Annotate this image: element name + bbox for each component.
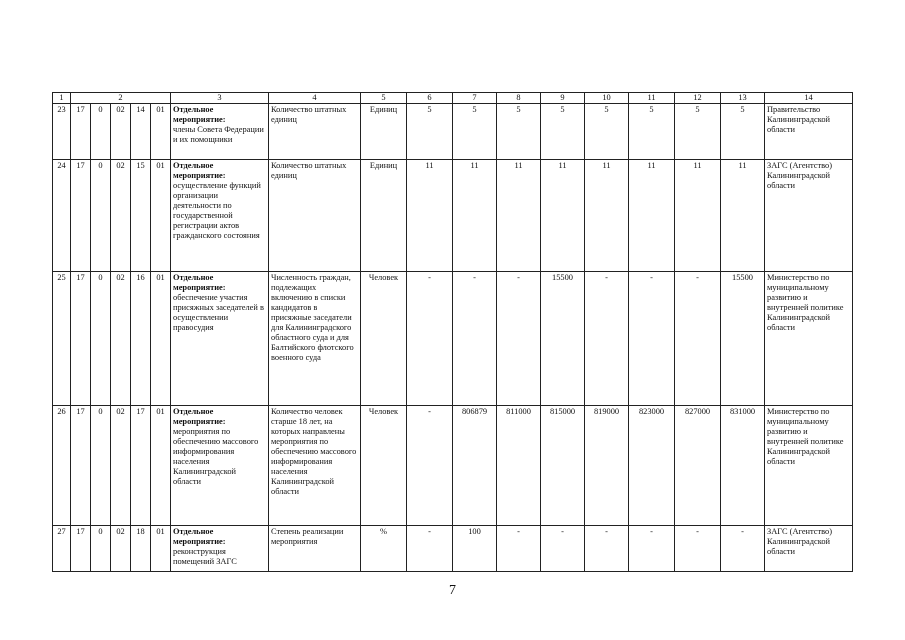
header-cell: 8: [497, 93, 541, 104]
code-cell: 02: [111, 526, 131, 572]
indicator-cell: Количество человек старше 18 лет, на которых направлены мероприятия по обеспечению массового информирования населения Калининградской области: [269, 406, 361, 526]
header-cell: 10: [585, 93, 629, 104]
code-cell: 16: [131, 272, 151, 406]
row-number-cell: 24: [53, 160, 71, 272]
responsible-cell: Правительство Калининградской области: [765, 104, 853, 160]
value-cell: 5: [453, 104, 497, 160]
header-cell: 1: [53, 93, 71, 104]
value-cell: 11: [721, 160, 765, 272]
event-cell: [171, 160, 269, 272]
code-cell: 01: [151, 104, 171, 160]
value-cell: 11: [629, 160, 675, 272]
program-indicators-table: [52, 92, 853, 572]
code-cell: 14: [131, 104, 151, 160]
code-cell: 15: [131, 160, 151, 272]
value-cell: -: [629, 526, 675, 572]
event-cell: [171, 104, 269, 160]
row-number-cell: 27: [53, 526, 71, 572]
event-cell: [171, 406, 269, 526]
value-cell: 806879: [453, 406, 497, 526]
indicator-cell: Количество штатных единиц: [269, 104, 361, 160]
value-cell: 15500: [541, 272, 585, 406]
value-cell: 100: [453, 526, 497, 572]
row-number-cell: 26: [53, 406, 71, 526]
value-cell: -: [453, 272, 497, 406]
header-cell: 12: [675, 93, 721, 104]
responsible-cell: ЗАГС (Агентство) Калининградской области: [765, 526, 853, 572]
header-cell: 5: [361, 93, 407, 104]
value-cell: 815000: [541, 406, 585, 526]
code-cell: 0: [91, 160, 111, 272]
responsible-cell: ЗАГС (Агентство) Калининградской области: [765, 160, 853, 272]
header-cell: 14: [765, 93, 853, 104]
value-cell: 5: [721, 104, 765, 160]
code-cell: 17: [71, 272, 91, 406]
value-cell: -: [721, 526, 765, 572]
table-row: [53, 104, 853, 160]
value-cell: -: [407, 526, 453, 572]
value-cell: -: [629, 272, 675, 406]
event-description: обеспечение участия присяжных заседателей в осуществлении правосудия: [173, 293, 264, 332]
code-cell: 01: [151, 272, 171, 406]
code-cell: 17: [71, 526, 91, 572]
header-cell: 11: [629, 93, 675, 104]
code-cell: 0: [91, 104, 111, 160]
value-cell: -: [407, 272, 453, 406]
value-cell: 5: [629, 104, 675, 160]
value-cell: -: [675, 272, 721, 406]
unit-cell: Единиц: [361, 104, 407, 160]
value-cell: 11: [497, 160, 541, 272]
header-cell: 13: [721, 93, 765, 104]
code-cell: 17: [131, 406, 151, 526]
unit-cell: Единиц: [361, 160, 407, 272]
event-cell: [171, 272, 269, 406]
value-cell: 811000: [497, 406, 541, 526]
header-cell: 9: [541, 93, 585, 104]
value-cell: 11: [541, 160, 585, 272]
value-cell: 819000: [585, 406, 629, 526]
responsible-cell: Министерство по муниципальному развитию и внутренней политике Калининградской области: [765, 272, 853, 406]
event-title: Отдельное мероприятие:: [173, 407, 226, 426]
event-description: реконструкция помещений ЗАГС: [173, 547, 237, 566]
event-title: Отдельное мероприятие:: [173, 161, 226, 180]
responsible-cell: Министерство по муниципальному развитию и внутренней политике Калининградской области: [765, 406, 853, 526]
value-cell: 11: [407, 160, 453, 272]
code-cell: 0: [91, 526, 111, 572]
value-cell: -: [407, 406, 453, 526]
table-row: [53, 406, 853, 526]
header-cell: 3: [171, 93, 269, 104]
value-cell: -: [497, 272, 541, 406]
event-title: Отдельное мероприятие:: [173, 527, 226, 546]
code-cell: 17: [71, 160, 91, 272]
code-cell: 02: [111, 272, 131, 406]
unit-cell: %: [361, 526, 407, 572]
code-cell: 02: [111, 104, 131, 160]
event-description: мероприятия по обеспечению массового информирования населения Калининградской области: [173, 427, 259, 486]
value-cell: -: [585, 526, 629, 572]
value-cell: 15500: [721, 272, 765, 406]
value-cell: 11: [675, 160, 721, 272]
unit-cell: Человек: [361, 406, 407, 526]
value-cell: 5: [675, 104, 721, 160]
event-cell: [171, 526, 269, 572]
code-cell: 0: [91, 272, 111, 406]
row-number-cell: 25: [53, 272, 71, 406]
value-cell: 5: [497, 104, 541, 160]
header-cell: 4: [269, 93, 361, 104]
indicator-cell: Степень реализации мероприятия: [269, 526, 361, 572]
code-cell: 02: [111, 406, 131, 526]
code-cell: 17: [71, 104, 91, 160]
column-number-header-row: [53, 93, 853, 104]
value-cell: -: [497, 526, 541, 572]
code-cell: 0: [91, 406, 111, 526]
indicator-cell: Численность граждан, подлежащих включению в списки кандидатов в присяжные заседатели для Калининградского областного суда и для Балтийского флотского военного суда: [269, 272, 361, 406]
value-cell: 5: [541, 104, 585, 160]
table-row: [53, 160, 853, 272]
table-row: [53, 526, 853, 572]
event-description: осуществление функций организации деятельности по государственной регистрации актов гражданского состояния: [173, 181, 261, 240]
code-cell: 01: [151, 406, 171, 526]
page-number: 7: [449, 583, 456, 598]
event-title: Отдельное мероприятие:: [173, 273, 226, 292]
value-cell: 11: [453, 160, 497, 272]
header-cell: 6: [407, 93, 453, 104]
value-cell: 823000: [629, 406, 675, 526]
indicator-cell: Количество штатных единиц: [269, 160, 361, 272]
value-cell: 5: [407, 104, 453, 160]
value-cell: 11: [585, 160, 629, 272]
value-cell: -: [675, 526, 721, 572]
table-row: [53, 272, 853, 406]
value-cell: -: [585, 272, 629, 406]
code-cell: 17: [71, 406, 91, 526]
value-cell: 831000: [721, 406, 765, 526]
header-cell: 2: [71, 93, 171, 104]
value-cell: 5: [585, 104, 629, 160]
row-number-cell: 23: [53, 104, 71, 160]
table-body: [53, 93, 853, 572]
header-cell: 7: [453, 93, 497, 104]
event-description: члены Совета Федерации и их помощники: [173, 125, 264, 144]
code-cell: 01: [151, 160, 171, 272]
code-cell: 01: [151, 526, 171, 572]
value-cell: 827000: [675, 406, 721, 526]
unit-cell: Человек: [361, 272, 407, 406]
code-cell: 02: [111, 160, 131, 272]
event-title: Отдельное мероприятие:: [173, 105, 226, 124]
value-cell: -: [541, 526, 585, 572]
code-cell: 18: [131, 526, 151, 572]
